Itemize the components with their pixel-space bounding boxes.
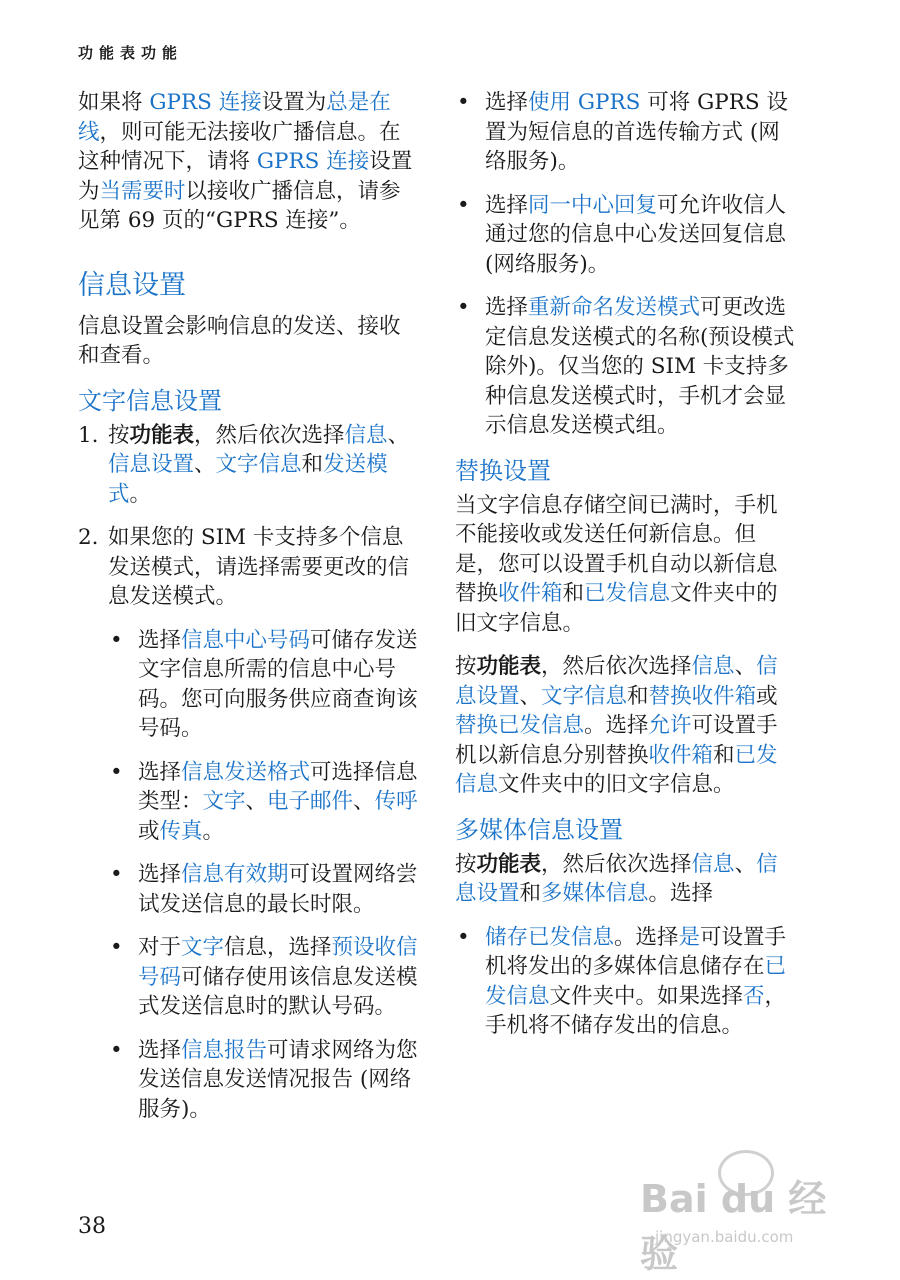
menu-option-term: 否 — [743, 983, 765, 1009]
text-run: 对于 — [138, 935, 182, 960]
menu-option-term: 当需要时 — [99, 178, 186, 204]
bullet-icon: • — [110, 935, 123, 960]
text-run: 。选择 — [584, 713, 649, 738]
menu-option-term: 信息设置 — [455, 851, 778, 906]
text-run: 功能表 — [476, 851, 542, 877]
text-run: 可设置手机将发出的多媒体信息储存在 — [485, 924, 787, 979]
text-run: 。 — [129, 481, 152, 507]
text-run: 可请求网络为您发送信息发送情况报告 (网络服务)。 — [138, 1037, 418, 1122]
menu-option-term: 已发信息 — [455, 742, 778, 797]
menu-option-term: 预设收信号码 — [138, 935, 418, 990]
left-column — [78, 88, 420, 1138]
step-number: 2. — [78, 525, 99, 550]
baidu-watermark — [640, 1150, 860, 1276]
menu-option-term: 文字信息 — [541, 683, 628, 709]
menu-option-term: 信息 — [691, 654, 735, 679]
bullet-item — [455, 923, 797, 1041]
text-run: 选择 — [138, 1037, 182, 1063]
page-number: 38 — [78, 1214, 106, 1239]
bullet-item — [455, 88, 797, 177]
bullet-icon: • — [457, 90, 470, 115]
paragraph — [78, 312, 420, 371]
section-heading: 文字信息设置 — [78, 386, 222, 415]
menu-option-term: 收件箱 — [648, 742, 714, 768]
text-run: 文件夹中的旧文字信息。 — [455, 581, 778, 636]
bullet-item — [108, 758, 420, 847]
menu-option-term: 文字 — [181, 935, 225, 960]
menu-option-term: 替换收件箱 — [648, 683, 757, 709]
paragraph — [455, 850, 797, 909]
text-run: 可设置网络尝试发送信息的最长时限。 — [138, 862, 418, 917]
text-run: 当文字信息存储空间已满时，手机不能接收或发送任何新信息。但是，您可以设置手机自动以新信息替换 — [455, 492, 778, 606]
menu-option-term: 传真 — [159, 818, 203, 844]
menu-option-term: 多媒体信息 — [541, 881, 649, 906]
bullet-icon: • — [457, 295, 470, 320]
text-run: ，则可能无法接收广播信息。在这种情况下，请将 — [78, 119, 401, 174]
menu-option-term: 信息设置 — [455, 654, 778, 709]
text-run: 功能表 — [476, 654, 542, 679]
section-heading: 替换设置 — [455, 456, 551, 485]
text-run: 如果您的 SIM 卡支持多个信息发送模式，请选择需要更改的信息发送模式。 — [108, 525, 410, 609]
menu-option-term: 已发信息 — [485, 954, 787, 1009]
text-run: 如果将 — [78, 90, 150, 115]
menu-option-term: 信息发送格式 — [181, 759, 311, 785]
menu-option-term: 替换已发信息 — [455, 713, 585, 738]
text-run: ，然后依次选择 — [541, 851, 692, 877]
bullet-icon: • — [457, 924, 470, 950]
text-run: 按 — [455, 654, 477, 679]
menu-option-term: GPRS 连接 — [149, 90, 262, 115]
paragraph — [455, 491, 797, 639]
text-run: 和 — [519, 881, 542, 906]
section-heading: 多媒体信息设置 — [455, 815, 623, 844]
menu-option-term: 允许 — [648, 713, 692, 738]
running-header: 功能表功能 — [78, 44, 184, 62]
watermark-brand: Bai du 经验 — [640, 1177, 827, 1276]
text-run: ，手机将不储存发出的信息。 — [485, 983, 787, 1038]
numbered-step — [78, 523, 420, 612]
text-run: 和 — [562, 581, 585, 606]
text-run: 可更改选定信息发送模式的名称(预设模式除外)。仅当您的 SIM 卡支持多种信息发送模式时，手机才会显示信息发送模式组。 — [485, 295, 795, 438]
text-run: 文件夹中的旧文字信息。 — [498, 772, 735, 797]
bullet-item — [455, 293, 797, 441]
text-run: 。选择 — [614, 924, 679, 950]
menu-option-term: 信息有效期 — [181, 862, 289, 887]
text-run: 和 — [301, 452, 324, 477]
text-run: 、 — [734, 654, 757, 679]
bullet-item — [108, 933, 420, 1022]
text-run: 、 — [387, 422, 410, 448]
text-run: 。选择 — [648, 881, 714, 906]
bullet-item — [455, 191, 797, 280]
text-run: 、 — [353, 789, 375, 814]
menu-option-term: 文字 — [202, 789, 246, 814]
text-run: 可设置手机以新信息分别替换 — [455, 713, 778, 768]
bullet-icon: • — [110, 862, 123, 887]
bullet-icon: • — [457, 192, 470, 218]
menu-option-term: 信息报告 — [181, 1037, 268, 1063]
text-run: 以接收广播信息，请参见第 69 页的“GPRS 连接”。 — [78, 178, 401, 233]
menu-option-term: 信息中心号码 — [181, 627, 311, 653]
text-run: 设置为 — [261, 90, 327, 115]
text-run: 文件夹中。如果选择 — [549, 983, 744, 1009]
numbered-step — [78, 421, 420, 510]
bullet-item — [108, 1036, 420, 1125]
text-run: ，然后依次选择 — [541, 654, 692, 679]
watermark-url: jingyan.baidu.com — [655, 1228, 794, 1246]
menu-option-term: 重新命名发送模式 — [528, 295, 701, 320]
menu-option-term: 总是在线 — [78, 90, 391, 145]
text-run: 信息设置会影响信息的发送、接收和查看。 — [78, 313, 401, 368]
text-run: 。 — [202, 818, 225, 844]
text-run: 信息，选择 — [224, 935, 332, 960]
text-run: 可选择信息类型： — [138, 759, 418, 814]
menu-option-term: 电子邮件 — [267, 789, 354, 814]
bullet-icon: • — [110, 627, 123, 653]
text-run: 可储存发送文字信息所需的信息中心号码。您可向服务供应商查询该号码。 — [138, 627, 418, 741]
menu-option-term: GPRS 连接 — [256, 149, 370, 174]
text-run: 设置为 — [78, 149, 413, 204]
bullet-item — [108, 626, 420, 744]
text-run: 选择 — [138, 862, 182, 887]
text-run: 、 — [245, 789, 268, 814]
menu-option-term: 发送模式 — [108, 452, 388, 507]
menu-option-term: 使用 GPRS — [528, 90, 641, 115]
menu-option-term: 文字信息 — [215, 452, 302, 477]
menu-option-term: 是 — [678, 924, 701, 950]
paragraph — [455, 652, 797, 800]
text-run: 、 — [519, 683, 542, 709]
menu-option-term: 储存已发信息 — [485, 924, 615, 950]
text-run: 选择 — [138, 627, 182, 653]
text-run: 功能表 — [129, 422, 195, 448]
text-run: 可储存使用该信息发送模式发送信息时的默认号码。 — [138, 964, 418, 1019]
text-run: 按 — [108, 422, 130, 448]
text-run: 和 — [713, 742, 735, 768]
text-run: 、 — [734, 851, 757, 877]
section-heading: 信息设置 — [78, 269, 186, 301]
bullet-item — [108, 860, 420, 919]
text-run: 或 — [138, 818, 160, 844]
menu-option-term: 同一中心回复 — [528, 192, 658, 218]
text-run: 或 — [756, 683, 778, 709]
text-run: ，然后依次选择 — [194, 422, 345, 448]
menu-option-term: 信息 — [691, 851, 735, 877]
text-run: 、 — [194, 452, 216, 477]
text-run: 可将 GPRS 设置为短信息的首选传输方式 (网络服务)。 — [485, 90, 788, 174]
text-run: 选择 — [138, 759, 182, 785]
menu-option-term: 信息设置 — [108, 452, 195, 477]
text-run: 选择 — [485, 295, 529, 320]
paragraph — [78, 88, 420, 236]
menu-option-term: 信息 — [344, 422, 388, 448]
text-run: 选择 — [485, 90, 529, 115]
text-run: 按 — [455, 851, 477, 877]
text-run: 可允许收信人通过您的信息中心发送回复信息 (网络服务)。 — [485, 192, 787, 277]
menu-option-term: 传呼 — [374, 789, 418, 814]
menu-option-term: 已发信息 — [584, 581, 671, 606]
right-column — [455, 88, 797, 1055]
bullet-icon: • — [110, 1037, 123, 1063]
bullet-icon: • — [110, 759, 123, 785]
text-run: 和 — [627, 683, 649, 709]
step-number: 1. — [78, 422, 99, 448]
text-run: 选择 — [485, 192, 529, 218]
menu-option-term: 收件箱 — [498, 581, 563, 606]
